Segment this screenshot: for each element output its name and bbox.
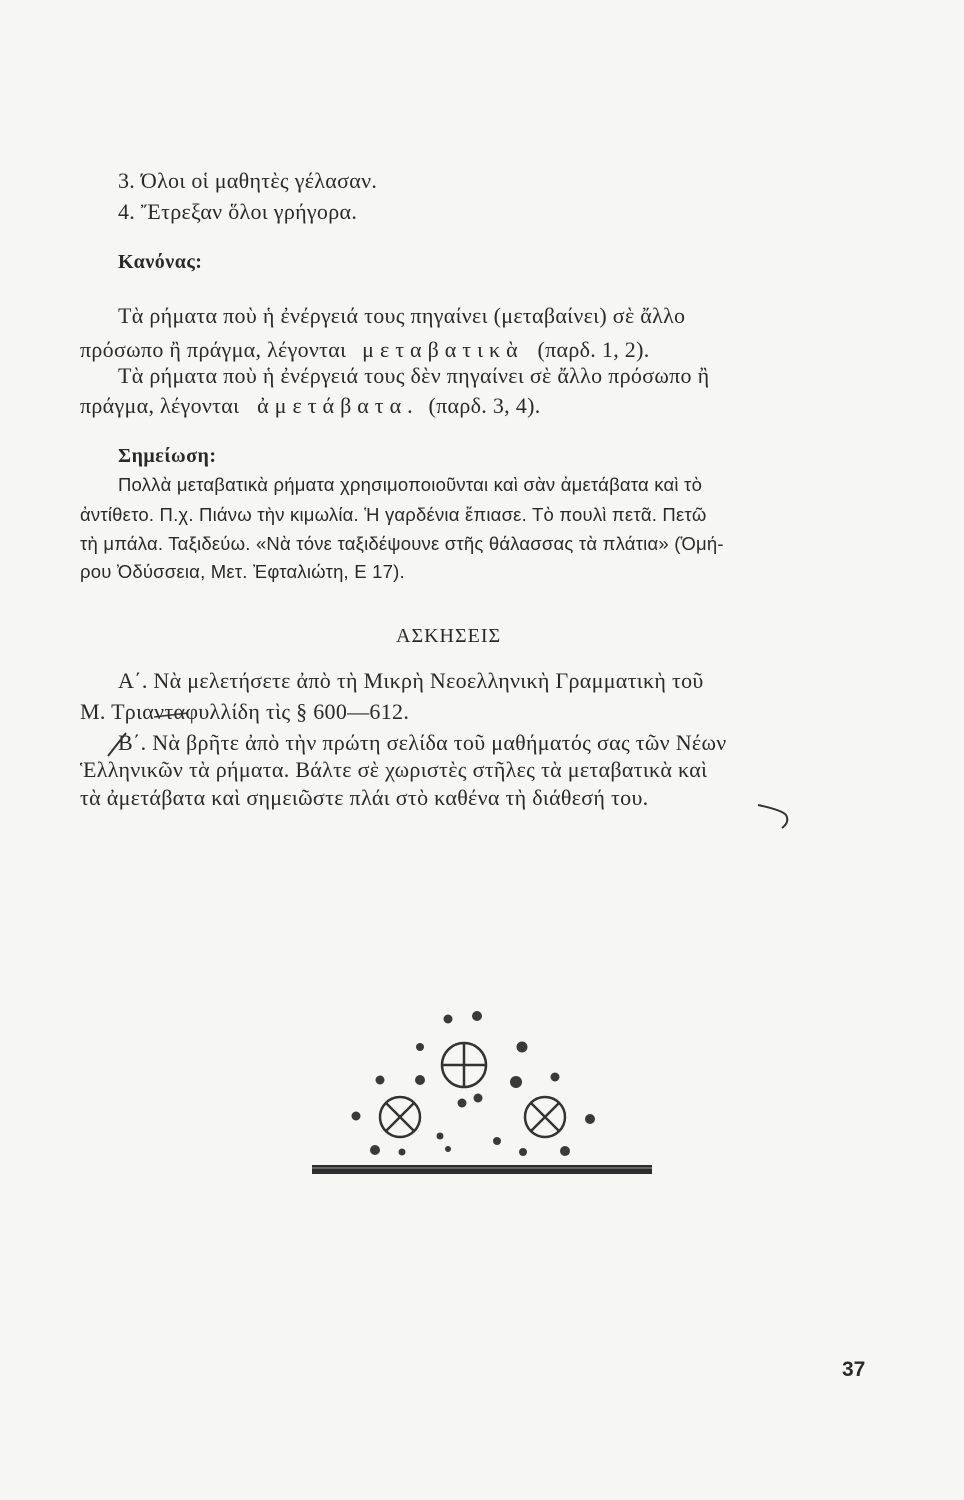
example-4: 4. Ἔτρεξαν ὅλοι γρήγορα. — [118, 199, 358, 224]
rule-line-2b-post: (παρδ. 3, 4). — [428, 393, 541, 418]
exercise-b-line-1: Β΄. Νὰ βρῆτε ἀπὸ τὴν πρώτη σελίδα τοῦ μαθήματός σας τῶν Νέων — [118, 730, 727, 755]
ornament-dot — [458, 1099, 467, 1108]
ornament-dot — [551, 1073, 560, 1082]
exercise-a-line-2: Μ. Τριανταφυλλίδη τὶς § 600—612. — [80, 699, 410, 724]
ornament-dot — [437, 1133, 444, 1140]
ornament-dot — [585, 1114, 595, 1124]
rule-line-1a: Τὰ ρήματα ποὺ ἡ ἐνέργειά τους πηγαίνει (μεταβαίνει) σὲ ἄλλο — [118, 303, 686, 328]
decorative-vignette — [300, 1005, 660, 1185]
ornament-dot — [376, 1076, 385, 1085]
rule-line-2a: Τὰ ρήματα ποὺ ἡ ἐνέργειά τους δὲν πηγαίνει σὲ ἄλλο πρόσωπο ἢ — [118, 363, 710, 388]
exercise-b-line-3: τὰ ἀμετάβατα καὶ σημειῶστε πλάι στὸ καθένα τὴ διάθεσή του. — [80, 785, 649, 810]
term-metavatika: μεταβατικὰ — [362, 337, 524, 362]
ornament-dot — [445, 1146, 451, 1152]
ornament-dot — [560, 1146, 570, 1156]
note-line-1: Πολλὰ μεταβατικὰ ρήματα χρησιμοποιοῦνται καὶ σὰν ἀμετάβατα καὶ τὸ — [118, 474, 703, 495]
note-line-2: ἀντίθετο. Π.χ. Πιάνω τὴν κιμωλία. Ἡ γαρδένια ἔπιασε. Τὸ πουλὶ πετᾶ. Πετῶ — [80, 504, 707, 525]
ornament-dot — [517, 1042, 528, 1053]
ornament-dot — [519, 1148, 527, 1156]
note-line-3: τὴ μπάλα. Ταξιδεύω. «Νὰ τόνε ταξιδέψουνε στῆς θάλασσας τὰ πλάτια» (Ὁμή- — [80, 533, 724, 554]
exercise-b-line-2: Ἑλληνικῶν τὰ ρήματα. Βάλτε σὲ χωριστὲς στῆλες τὰ μεταβατικὰ καὶ — [80, 757, 708, 782]
pencil-stroke-left — [108, 733, 126, 756]
page-number: 37 — [842, 1358, 866, 1381]
note-line-4: ρου Ὀδύσσεια, Μετ. Ἐφταλιώτη, Ε 17). — [80, 561, 405, 582]
rule-line-1b-post: (παρδ. 1, 2). — [537, 337, 650, 362]
rule-line-2b-pre: πράγμα, λέγονται — [80, 393, 240, 418]
ornament-dot — [510, 1076, 522, 1088]
ornament-dot — [416, 1043, 424, 1051]
ornament-dot — [415, 1075, 425, 1085]
example-3: 3. Όλοι οἱ μαθητὲς γέλασαν. — [118, 168, 378, 193]
ornament-dot — [474, 1094, 483, 1103]
ornament-dot — [352, 1112, 361, 1121]
rule-heading: Κανόνας: — [118, 251, 203, 273]
exercises-title: ΑΣΚΗΣΕΙΣ — [396, 625, 502, 647]
ornament-dot — [444, 1015, 453, 1024]
ornament-base-bar — [312, 1165, 652, 1174]
ornament-dot — [370, 1145, 380, 1155]
ornament-dot — [472, 1011, 482, 1021]
ornament-dot — [493, 1137, 501, 1145]
exercise-a-line-1: Α΄. Νὰ μελετήσετε ἀπὸ τὴ Μικρὴ Νεοελληνικὴ Γραμματικὴ τοῦ — [118, 668, 704, 693]
pencil-hook-right — [758, 805, 787, 828]
rule-line-1b-pre: πρόσωπο ἢ πράγμα, λέγονται — [80, 337, 347, 362]
term-ametavata: ἀμετάβατα. — [257, 393, 419, 418]
note-heading: Σημείωση: — [118, 445, 217, 467]
pencil-underline — [154, 713, 188, 717]
ornament-dot — [399, 1149, 406, 1156]
